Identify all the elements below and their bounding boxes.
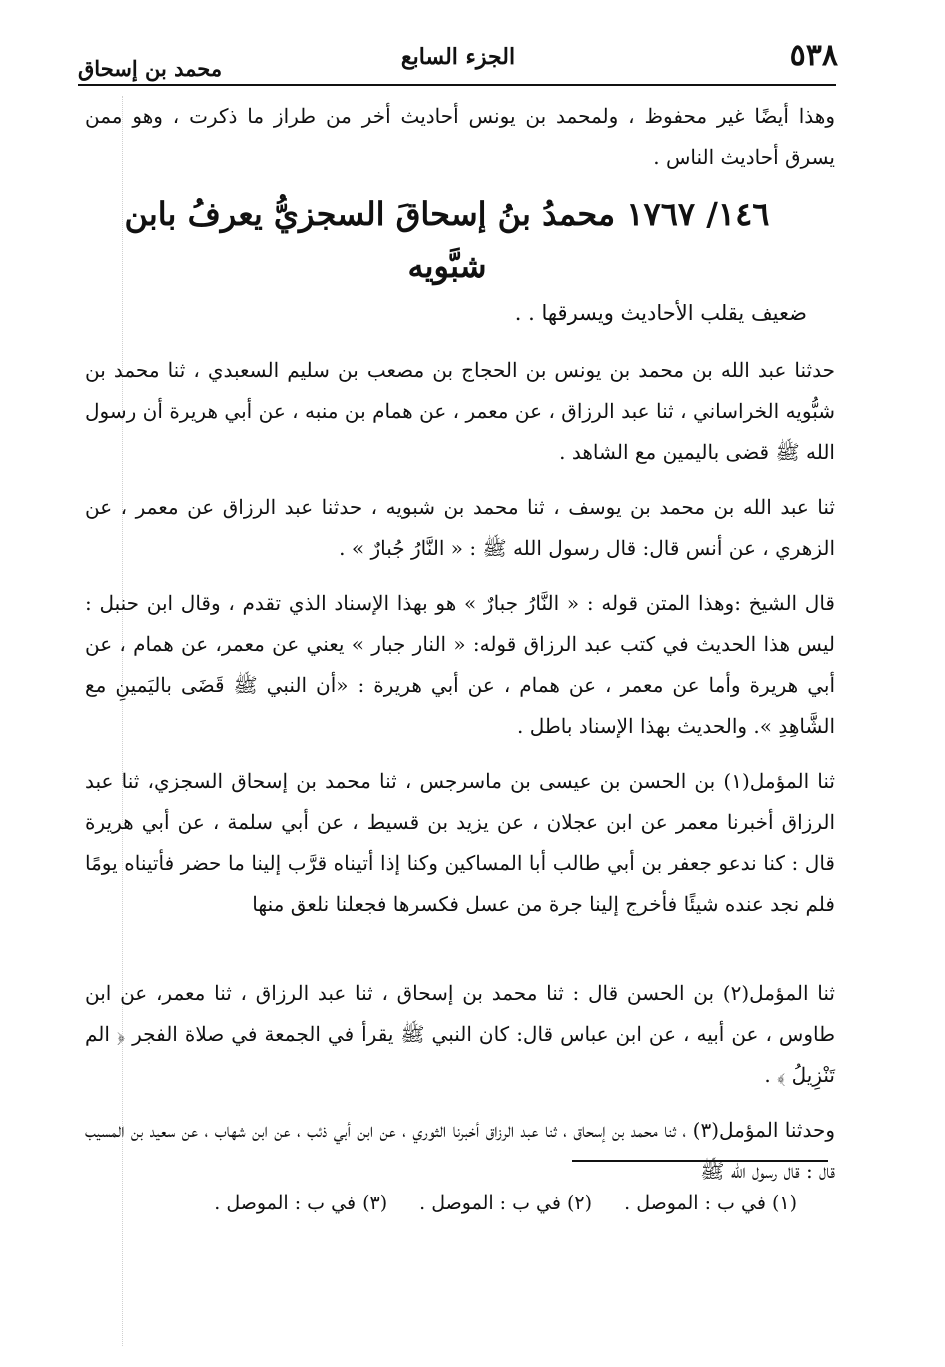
- footnote-2: (٢) في ب : الموصل .: [419, 1192, 593, 1214]
- intro-paragraph: وهذا أيضًا غير محفوظ ، ولمحمد بن يونس أحاديث أخر من طراز ما ذكرت ، وهو ممن يسرق أحاديث الناس .: [85, 104, 835, 169]
- hadith-paragraph-4: ثنا المؤمل(٢) بن الحسن قال : ثنا محمد بن إسحاق ، ثنا عبد الرزاق ، ثنا معمر، عن ابن طاوس ، عن أبيه ، عن ابن عباس قال: كان النبي ﷺ يقرأ في الجمعة في صلاة الفجر ﴿ الم تَنْزِيلُ ﴾ .: [85, 981, 835, 1087]
- page-number: ٥٣٨: [789, 38, 838, 73]
- hadith-paragraph-3: ثنا المؤمل(١) بن الحسن بن عيسى بن ماسرجس ، ثنا محمد بن إسحاق السجزي، ثنا عبد الرزاق أخبرنا معمر عن ابن عجلان ، عن يزيد بن قسيط ، عن أبي سلمة ، عن أبي هريرة قال : كنا ندعو جعفر بن أبي طالب أبا المساكين وكنا إذا أتيناه قرَّب إلينا ما حضر فأتيناه يومًا فلم نجد عنده شيئًا فأخرج إلينا جرة من عسل فكسرها فجعلنا نلعق منها: [85, 769, 836, 916]
- hadith-paragraph-5: وحدثنا المؤمل(٣) ، ثنا محمد بن إسحاق ، ثنا عبد الرزاق أخبرنا الثوري ، عن ابن أبي ذئب ، عن ابن شهاب ، عن سعيد بن المسيب قال : قال رسول الله ﷺ: [85, 1118, 836, 1183]
- footnotes: [188, 1188, 797, 1218]
- volume-part: الجزء السابع: [400, 44, 516, 70]
- entry-description: ضعيف يقلب الأحاديث ويسرقها . .: [514, 301, 807, 325]
- running-title: محمد بن إسحاق: [78, 56, 223, 81]
- entry-title: ١٤٦/ ١٧٦٧ محمدُ بنُ إسحاقَ السجزيُّ يعرفُ بابن شبَّويه: [124, 195, 770, 285]
- hadith-paragraph-2: ثنا عبد الله بن محمد بن يوسف ، ثنا محمد بن شبويه ، حدثنا عبد الرزاق عن معمر ، عن الزهري ، عن أنس قال: قال رسول الله ﷺ : « النَّارُ جُبارٌ » .: [85, 495, 835, 560]
- footnote-rule: [572, 1160, 828, 1162]
- main-text: [85, 96, 835, 1206]
- paragraph-gap: [85, 939, 835, 973]
- commentary-paragraph: قال الشيخ :وهذا المتن قوله : « النَّارُ جبارٌ » هو بهذا الإسناد الذي تقدم ، وقال ابن حنبل : ليس هذا الحديث في كتب عبد الرزاق قوله: « النار جبار » يعني عن معمر، عن همام ، عن أبي هريرة وأما عن معمر ، عن همام ، عن أبي هريرة : «أن النبي ﷺ قَضَى باليَمينِ مع الشَّاهِدِ ». والحديث بهذا الإسناد باطل .: [85, 591, 835, 738]
- hadith-paragraph-1: حدثنا عبد الله بن محمد بن يونس بن الحجاج بن مصعب بن سليم السعبدي ، ثنا محمد بن شبُّويه الخراساني ، ثنا عبد الرزاق ، عن معمر ، عن همام بن منبه ، عن أبي هريرة أن رسول الله ﷺ قضى باليمين مع الشاهد .: [85, 358, 835, 464]
- footnote-3: (٣) في ب : الموصل .: [214, 1192, 388, 1214]
- footnote-1: (١) في ب : الموصل .: [624, 1192, 797, 1214]
- page-header: [78, 38, 838, 82]
- header-rule: [78, 84, 836, 86]
